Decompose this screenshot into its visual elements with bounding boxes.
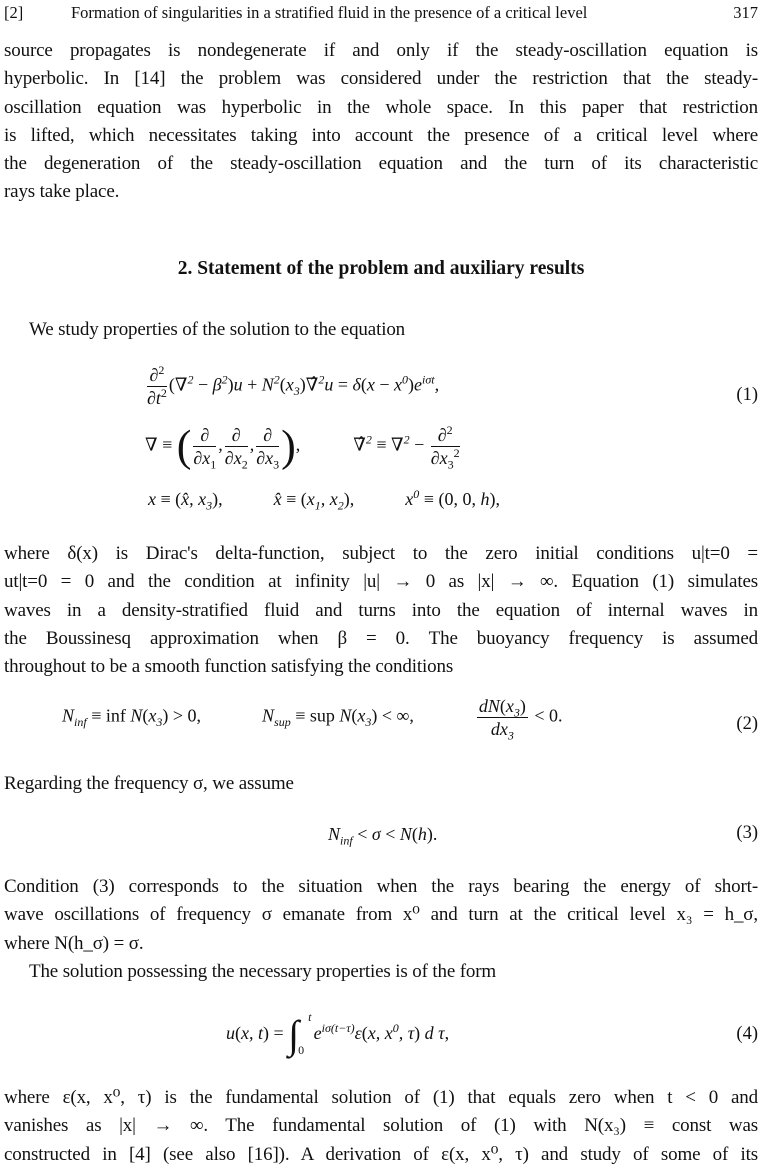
page-number: 317: [733, 3, 758, 22]
text-line: waves in a density-stratified fluid and turns into the equation of internal waves in: [4, 599, 758, 621]
text-line: constructed in [4] (see also [16]). A derivation of ε(x, x⁰, τ) and study of some of its: [4, 1143, 758, 1165]
text-line: hyperbolic. In [14] the problem was considered under the restriction that the steady-: [4, 68, 758, 90]
text-line: The solution possessing the necessary properties is of the form: [29, 961, 497, 982]
text-line: throughout to be a smooth function satisfying the conditions: [4, 656, 454, 678]
text-line: ut|t=0 = 0 and the condition at infinity |u| → 0 as |x| → ∞. Equation (1) simulates: [4, 571, 758, 593]
paragraph-condition-3: [4, 873, 758, 958]
text-line: the Boussinesq approximation when β = 0. The buoyancy frequency is assumed: [4, 627, 758, 649]
text-line: Regarding the frequency σ, we assume: [4, 773, 294, 794]
text-line: Condition (3) corresponds to the situation when the rays bearing the energy of short-: [4, 876, 758, 897]
text-line: oscillation equation was hyperbolic in the whole space. In this paper that restriction: [4, 96, 758, 118]
equation-number-2: (2): [736, 714, 758, 734]
text-line: source propagates is nondegenerate if and only if the steady-oscillation equation is: [4, 40, 758, 61]
section-heading: 2. Statement of the problem and auxiliary results: [177, 258, 585, 279]
paragraph-initial-conditions: [4, 540, 758, 681]
equation-4: u(x, t) = ∫ t 0 $e^{i\sigma(t-\tau)}\varepsilon(x$, $x^0$, τ) d τ,: [226, 1009, 450, 1057]
solution-intro: [4, 958, 758, 986]
study-intro: [4, 316, 758, 344]
equation-number-1: (1): [736, 385, 758, 405]
section-reference: [2]: [4, 3, 24, 22]
text-line: the degeneration of the steady-oscillation equation and the turn of its characteristic: [4, 153, 758, 175]
equation-1-nabla-def: ∇ ≡ ( $\frac{\partial}{\partial x_1}$ , $\frac{\partial}{\partial x_2}$ , $\frac{\partial}{\partial x_3}$ ), ∇̂$^2$ ≡ ∇$^2$ − $\frac{\partial^2}{\partial x_3^2}$: [145, 421, 460, 472]
running-title: Formation of singularities in a stratified fluid in the presence of a critical level: [71, 3, 588, 22]
text-line: rays take place.: [4, 181, 120, 203]
equation-number-3: (3): [736, 823, 758, 843]
equation-2: $N_{inf}$ ≡ inf $N(x_3) > 0$, $N_{sup}$ ≡ sup $N(x_3)$ < ∞, $\frac{dN(x_3)}{dx_3}$ < 0.: [62, 696, 563, 743]
intro-paragraph: [4, 37, 758, 207]
paragraph-fundamental-solution: [4, 1084, 758, 1169]
equation-3: $N_{inf} < \sigma < N(h)$.: [328, 824, 438, 848]
integral-sign: ∫ t 0: [288, 1009, 312, 1057]
text-line: wave oscillations of frequency σ emanate from x⁰ and turn at the critical level x₃ = h_σ,: [4, 904, 758, 926]
running-head: [4, 2, 758, 24]
text-line: where N(h_σ) = σ.: [4, 932, 144, 954]
text-line: We study properties of the solution to the equation: [29, 319, 406, 340]
text-line: vanishes as |x| → ∞. The fundamental solution of (1) with N(x₃) ≡ const was: [4, 1115, 758, 1137]
text-line: is lifted, which necessitates taking into account the presence of a critical level where: [4, 124, 758, 146]
second-time-derivative: $\frac{\partial^2}{\partial t^2}$: [147, 363, 167, 408]
equation-number-4: (4): [736, 1024, 758, 1044]
equation-1-main: $\frac{\partial^2}{\partial t^2}$ $(\nabla^2 - \beta^2)u$ + $N^2(x_3)\nablâ^2u = \delta(x - x^0)e^{i\sigma t}$,: [147, 363, 440, 408]
frequency-intro: [4, 770, 758, 798]
text-line: where ε(x, x⁰, τ) is the fundamental solution of (1) that equals zero when t < 0 and: [4, 1087, 758, 1108]
text-line: where δ(x) is Dirac's delta-function, subject to the zero initial conditions u|t=0 =: [4, 543, 758, 564]
equation-1-coord-defs: x ≡ (x̂, $x_3$), x̂ ≡ ($x_1$, $x_2$), $x^0 \equiv (0$, 0, h),: [148, 487, 500, 513]
